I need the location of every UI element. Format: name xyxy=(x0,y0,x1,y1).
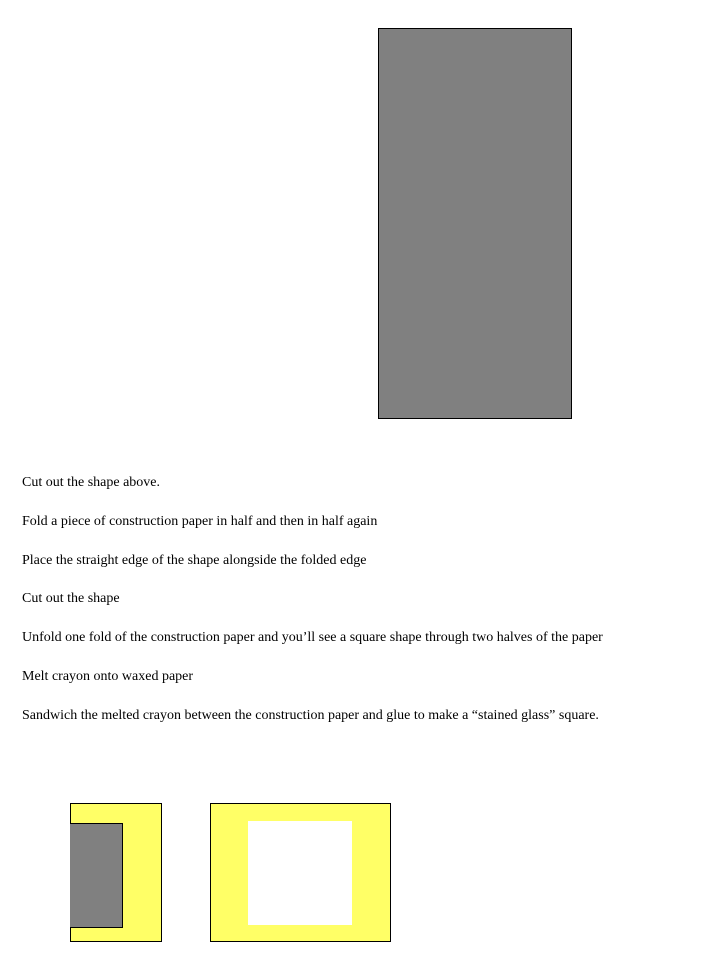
instruction-step-place-edge: Place the straight edge of the shape alongside the folded edge xyxy=(22,552,367,568)
instruction-step-melt-crayon: Melt crayon onto waxed paper xyxy=(22,668,194,684)
instruction-step-sandwich: Sandwich the melted crayon between the construction paper and glue to make a “stained glass” square. xyxy=(22,707,599,723)
instruction-step-unfold: Unfold one fold of the construction paper and you’ll see a square shape through two halves of the paper xyxy=(22,630,603,646)
instruction-step-fold-paper: Fold a piece of construction paper in half and then in half again xyxy=(22,513,378,529)
instruction-list xyxy=(22,474,712,746)
unfolded-paper-square-window xyxy=(248,821,352,925)
instruction-step-cut-out: Cut out the shape xyxy=(22,591,120,607)
folded-paper-cutout-shape xyxy=(70,823,123,928)
instruction-step-cut-shape: Cut out the shape above. xyxy=(22,475,161,490)
cutout-template-shape xyxy=(378,28,572,419)
